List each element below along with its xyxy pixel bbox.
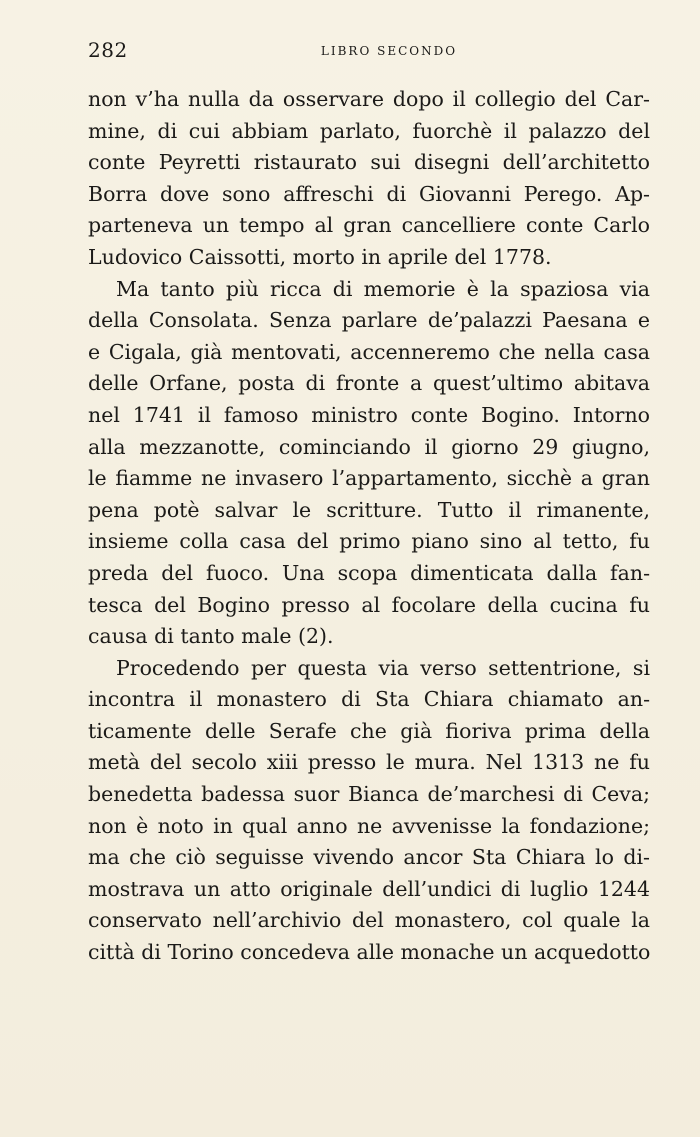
text-line: parteneva un tempo al gran cancelliere conte Carlo	[88, 213, 650, 238]
paragraph	[88, 653, 650, 969]
text-line: nel 1741 il famoso ministro conte Bogino. Intorno	[88, 402, 650, 427]
text-line: Ma tanto più ricca di memorie è la spaziosa via	[116, 276, 650, 301]
text-line: mine, di cui abbiam parlato, fuorchè il palazzo del	[88, 118, 650, 143]
text-line: benedetta badessa suor Bianca de’marchesi di Ceva;	[88, 782, 650, 807]
text-line: ma che ciò seguisse vivendo ancor Sta Chiara lo di-	[88, 845, 650, 870]
text-line: ticamente delle Serafe che già fioriva prima della	[88, 718, 650, 743]
text-line: della Consolata. Senza parlare de’palazzi Paesana e	[88, 308, 650, 333]
text-line: Procedendo per questa via verso settentrione, si	[116, 655, 650, 680]
body-text	[88, 84, 650, 969]
text-line: preda del fuoco. Una scopa dimenticata dalla fan-	[88, 560, 650, 585]
text-line: insieme colla casa del primo piano sino al tetto, fu	[88, 529, 650, 554]
text-line: alla mezzanotte, cominciando il giorno 29 giugno,	[88, 434, 650, 459]
text-line: conservato nell’archivio del monastero, col quale la	[88, 908, 650, 933]
text-line: metà del secolo xiii presso le mura. Nel 1313 ne fu	[88, 750, 650, 775]
text-line: le fiamme ne invasero l’appartamento, sicchè a gran	[88, 466, 650, 491]
text-line: e Cigala, già mentovati, accenneremo che nella casa	[88, 339, 650, 364]
page-number: 282	[88, 38, 128, 62]
text-line: non è noto in qual anno ne avvenisse la fondazione;	[88, 813, 650, 838]
paragraph	[88, 274, 650, 653]
text-line: delle Orfane, posta di fronte a quest’ultimo abitava	[88, 371, 650, 396]
paragraph	[88, 84, 650, 274]
text-line: pena potè salvar le scritture. Tutto il rimanente,	[88, 497, 650, 522]
running-head	[88, 38, 650, 64]
text-line: conte Peyretti ristaurato sui disegni dell’architetto	[88, 150, 650, 175]
text-line: tesca del Bogino presso al focolare della cucina fu	[88, 592, 650, 617]
text-line: città di Torino concedeva alle monache un acquedotto	[88, 940, 650, 965]
text-line: incontra il monastero di Sta Chiara chiamato an-	[88, 687, 650, 712]
text-line: Borra dove sono affreschi di Giovanni Perego. Ap-	[88, 181, 650, 206]
running-title: LIBRO SECONDO	[320, 44, 458, 58]
text-line: causa di tanto male (2).	[88, 624, 334, 649]
text-line: mostrava un atto originale dell’undici di luglio 1244	[88, 876, 650, 901]
text-line: non v’ha nulla da osservare dopo il collegio del Car-	[88, 87, 650, 111]
text-line: Ludovico Caissotti, morto in aprile del 1778.	[88, 244, 552, 269]
